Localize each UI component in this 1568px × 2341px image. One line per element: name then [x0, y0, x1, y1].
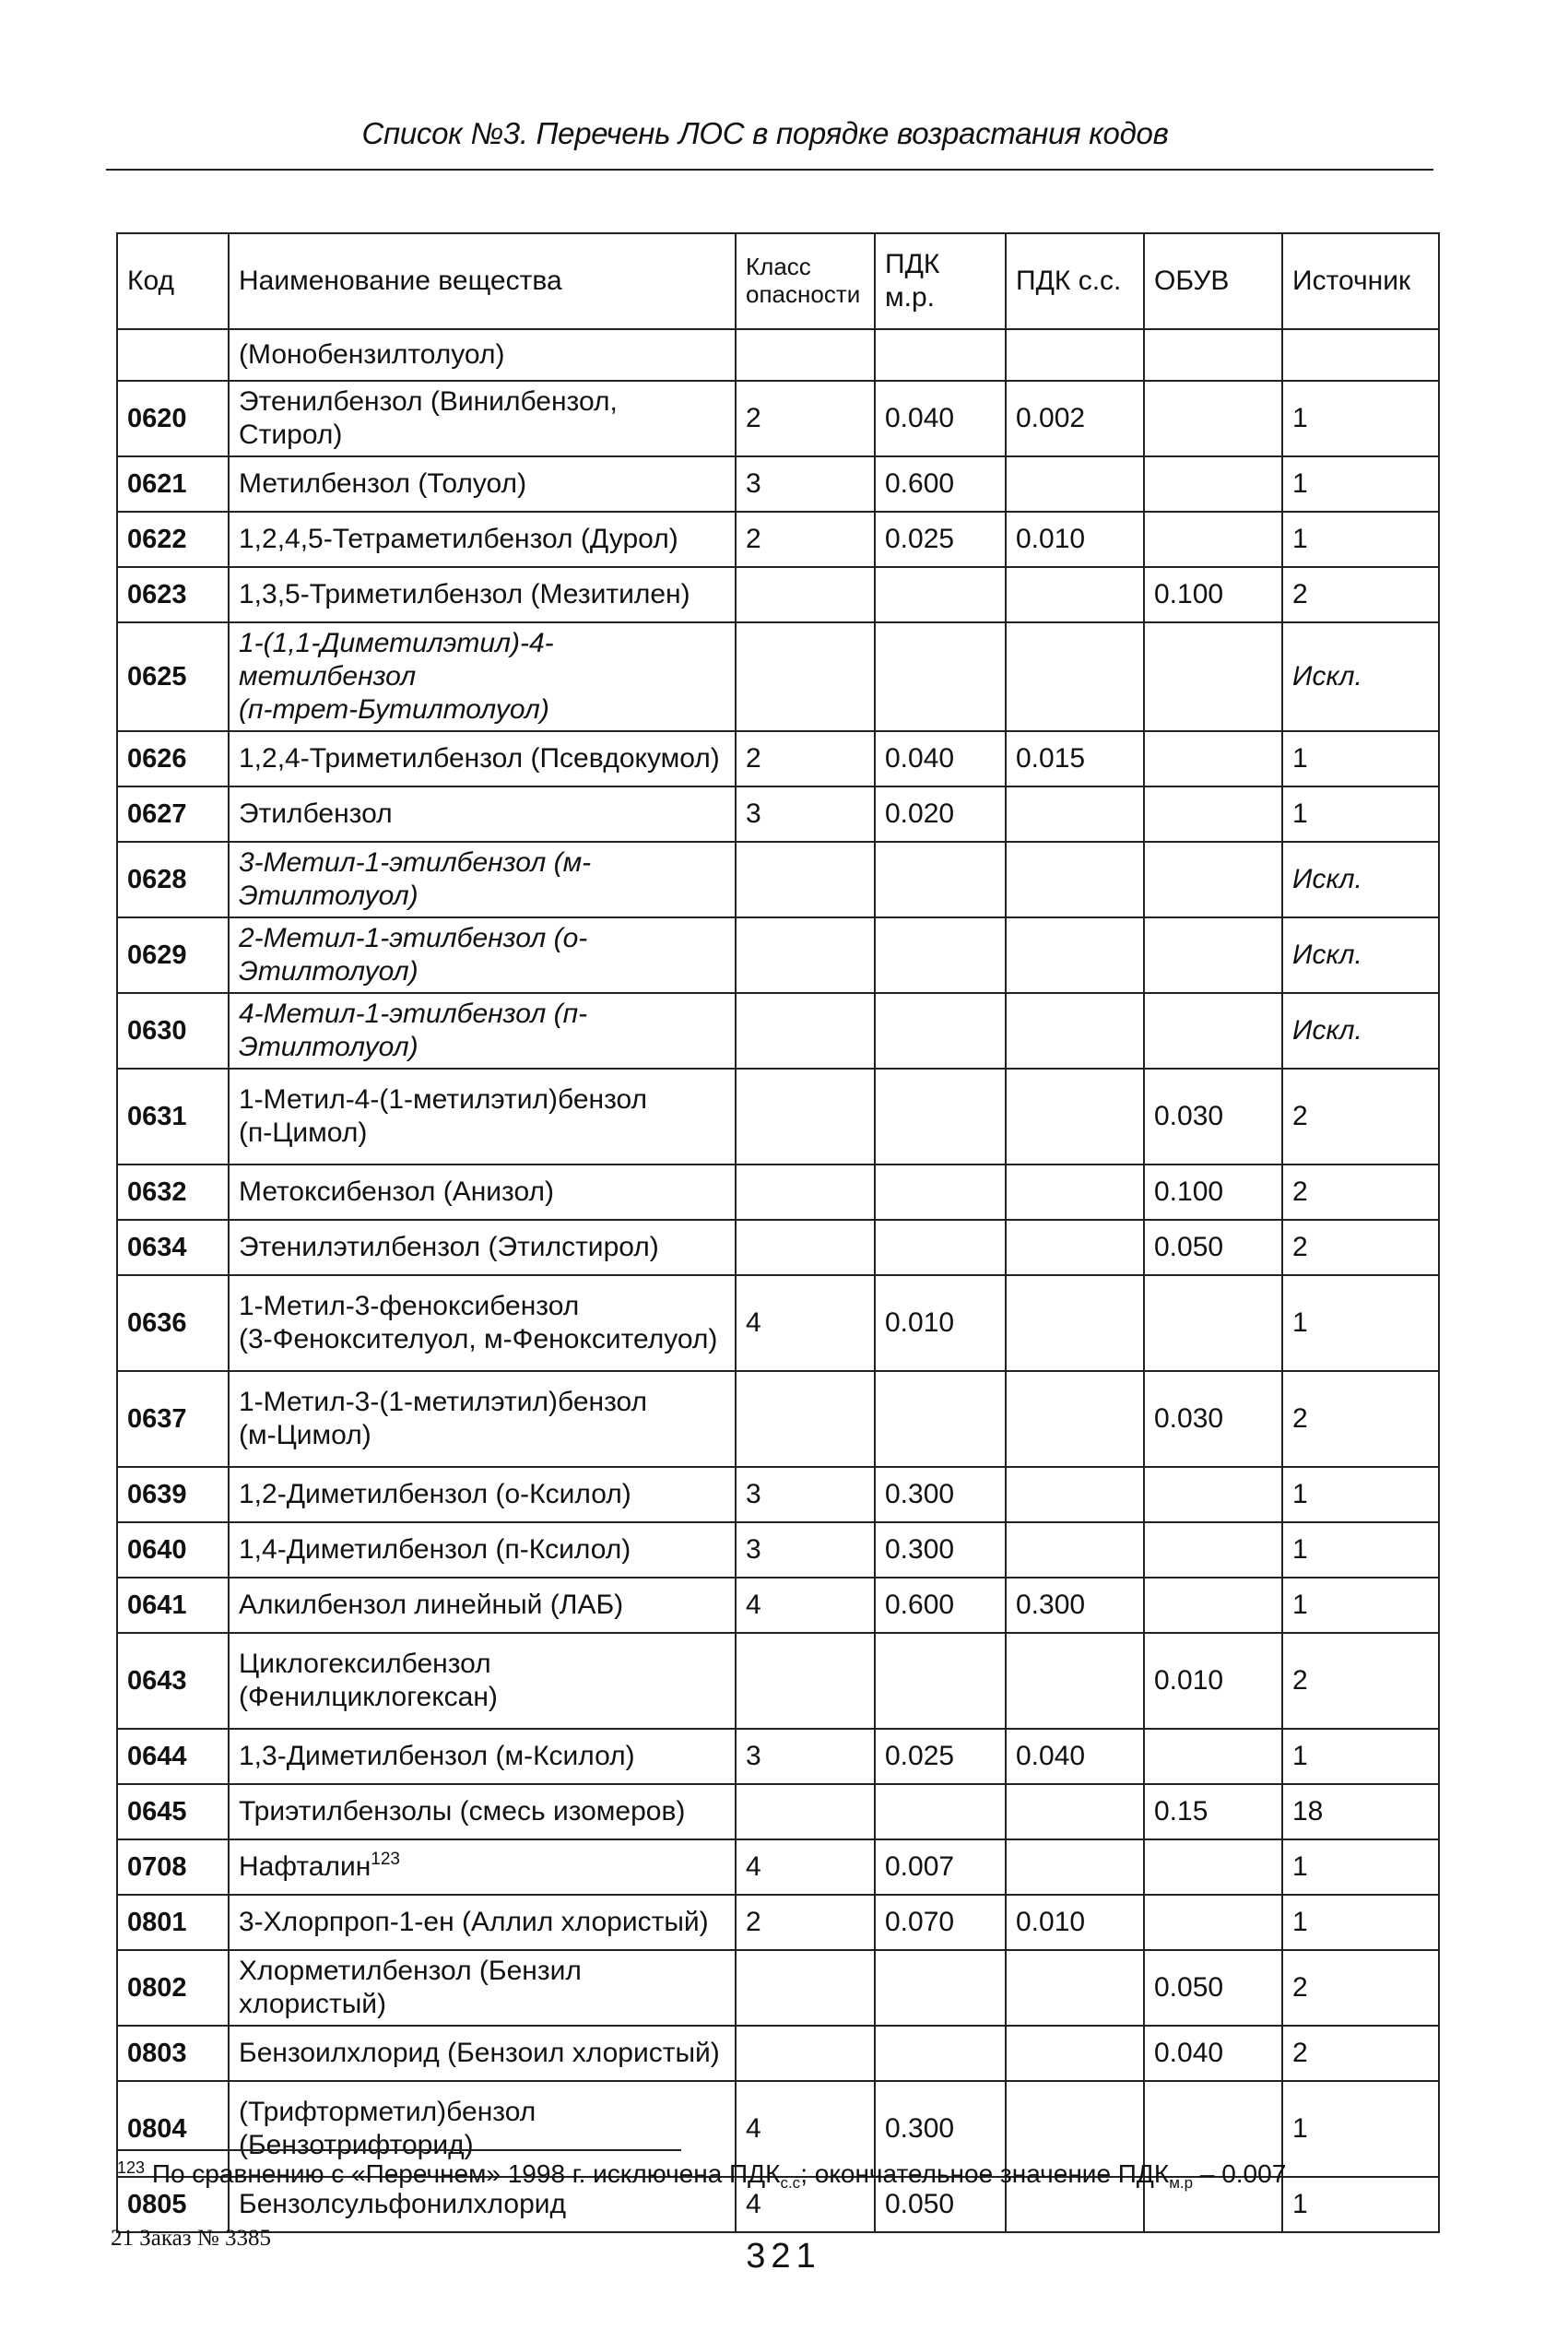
footnote-text-after: – 0.007: [1193, 2159, 1287, 2188]
cell-pdk-mr: [875, 1165, 1006, 1220]
cell-pdk-mr: 0.025: [875, 1729, 1006, 1784]
cell-name: Алкилбензол линейный (ЛАБ): [229, 1578, 736, 1633]
cell-obuv: 0.100: [1144, 567, 1282, 622]
cell-pdk-mr: 0.070: [875, 1895, 1006, 1950]
cell-pdk-ss: 0.015: [1006, 731, 1144, 786]
cell-name-line2: (п-Цимол): [239, 1117, 368, 1148]
cell-code: 0623: [117, 567, 229, 622]
cell-pdk-mr: [875, 1371, 1006, 1467]
page-number: 321: [746, 2237, 821, 2276]
cell-pdk-mr: 0.600: [875, 456, 1006, 512]
cell-obuv: [1144, 1729, 1282, 1784]
cell-pdk-ss: [1006, 622, 1144, 731]
cell-hazard: [736, 1784, 875, 1839]
cell-pdk-ss: [1006, 1784, 1144, 1839]
table-row: [117, 1729, 1439, 1784]
cell-source: 1: [1282, 1467, 1439, 1522]
column-header-obuv: ОБУВ: [1144, 233, 1282, 329]
cell-source: 1: [1282, 1839, 1439, 1895]
cell-name: [229, 1371, 736, 1467]
cell-pdk-ss: [1006, 1950, 1144, 2026]
cell-source: [1282, 329, 1439, 381]
cell-source: 18: [1282, 1784, 1439, 1839]
table-row: [117, 1784, 1439, 1839]
cell-pdk-mr: [875, 842, 1006, 917]
table-row: [117, 1522, 1439, 1578]
cell-obuv: [1144, 1275, 1282, 1371]
cell-obuv: 0.15: [1144, 1784, 1282, 1839]
cell-code: 0803: [117, 2026, 229, 2081]
cell-code: 0630: [117, 993, 229, 1069]
cell-source: 1: [1282, 381, 1439, 456]
cell-pdk-ss: [1006, 567, 1144, 622]
cell-pdk-ss: [1006, 329, 1144, 381]
cell-name: 2-Метил-1-этилбензол (о-Этилтолуол): [229, 917, 736, 993]
cell-pdk-ss: [1006, 1839, 1144, 1895]
cell-code: [117, 329, 229, 381]
table-row: [117, 993, 1439, 1069]
cell-pdk-mr: [875, 1784, 1006, 1839]
cell-obuv: [1144, 381, 1282, 456]
cell-code: 0639: [117, 1467, 229, 1522]
cell-source: 1: [1282, 1275, 1439, 1371]
cell-obuv: [1144, 1522, 1282, 1578]
cell-name: Этенилбензол (Винилбензол, Стирол): [229, 381, 736, 456]
cell-name: 1,4-Диметилбензол (п-Ксилол): [229, 1522, 736, 1578]
cell-name: 1,2,4,5-Тетраметилбензол (Дурол): [229, 512, 736, 567]
cell-pdk-ss: [1006, 1522, 1144, 1578]
cell-pdk-ss: 0.300: [1006, 1578, 1144, 1633]
cell-hazard: 3: [736, 1467, 875, 1522]
column-header-hazard-class: Класс опасности: [736, 233, 875, 329]
cell-source: 2: [1282, 1950, 1439, 2026]
cell-pdk-ss: [1006, 1069, 1144, 1165]
cell-obuv: [1144, 329, 1282, 381]
cell-obuv: [1144, 512, 1282, 567]
cell-pdk-ss: [1006, 917, 1144, 993]
cell-obuv: 0.050: [1144, 1220, 1282, 1275]
cell-code: 0621: [117, 456, 229, 512]
cell-source: 2: [1282, 1069, 1439, 1165]
cell-pdk-ss: [1006, 1165, 1144, 1220]
cell-pdk-mr: [875, 622, 1006, 731]
substances-table: [116, 232, 1440, 2233]
cell-hazard: [736, 1371, 875, 1467]
cell-pdk-ss: [1006, 1633, 1144, 1729]
cell-obuv: 0.100: [1144, 1165, 1282, 1220]
cell-hazard: 4: [736, 2081, 875, 2177]
cell-code: 0801: [117, 1895, 229, 1950]
table-row: [117, 1633, 1439, 1729]
table-row: [117, 1371, 1439, 1467]
cell-obuv: 0.010: [1144, 1633, 1282, 1729]
cell-pdk-ss: 0.040: [1006, 1729, 1144, 1784]
cell-hazard: 4: [736, 1578, 875, 1633]
footnote-ref: 123: [371, 1850, 400, 1869]
cell-name: Бензоилхлорид (Бензоил хлористый): [229, 2026, 736, 2081]
cell-obuv: [1144, 1578, 1282, 1633]
cell-name: [229, 1069, 736, 1165]
cell-code: 0625: [117, 622, 229, 731]
cell-code: 0802: [117, 1950, 229, 2026]
print-order: 21 Заказ № 3385: [111, 2226, 271, 2251]
cell-pdk-ss: [1006, 1220, 1144, 1275]
cell-name-line2: (м-Цимол): [239, 1420, 371, 1450]
cell-pdk-ss: [1006, 456, 1144, 512]
cell-pdk-mr: [875, 1220, 1006, 1275]
cell-pdk-mr: [875, 329, 1006, 381]
cell-hazard: 3: [736, 786, 875, 842]
table-row: [117, 1275, 1439, 1371]
cell-code: 0645: [117, 1784, 229, 1839]
cell-hazard: [736, 917, 875, 993]
column-header-pdk-ss: ПДК с.с.: [1006, 233, 1144, 329]
cell-pdk-ss: [1006, 993, 1144, 1069]
cell-name: [229, 622, 736, 731]
cell-code: 0622: [117, 512, 229, 567]
cell-obuv: 0.030: [1144, 1069, 1282, 1165]
cell-name-line2: (3-Феноксителуол, м-Феноксителуол): [239, 1324, 718, 1354]
cell-name: Метилбензол (Толуол): [229, 456, 736, 512]
cell-pdk-mr: [875, 917, 1006, 993]
cell-source: 1: [1282, 512, 1439, 567]
cell-name-line2: (Бензотрифторид): [239, 2130, 474, 2160]
cell-name: Метоксибензол (Анизол): [229, 1165, 736, 1220]
cell-code: 0620: [117, 381, 229, 456]
cell-source: Искл.: [1282, 993, 1439, 1069]
cell-hazard: 3: [736, 1522, 875, 1578]
cell-source: 1: [1282, 456, 1439, 512]
cell-hazard: 2: [736, 731, 875, 786]
cell-obuv: [1144, 622, 1282, 731]
cell-pdk-mr: 0.050: [875, 2177, 1006, 2232]
cell-code: 0627: [117, 786, 229, 842]
cell-code: 0708: [117, 1839, 229, 1895]
cell-code: 0628: [117, 842, 229, 917]
cell-source: 2: [1282, 1633, 1439, 1729]
cell-hazard: 3: [736, 456, 875, 512]
cell-name: 1,3,5-Триметилбензол (Мезитилен): [229, 567, 736, 622]
cell-pdk-mr: 0.300: [875, 1522, 1006, 1578]
cell-name: 4-Метил-1-этилбензол (п-Этилтолуол): [229, 993, 736, 1069]
cell-obuv: [1144, 842, 1282, 917]
cell-pdk-mr: [875, 993, 1006, 1069]
cell-hazard: [736, 622, 875, 731]
cell-source: 1: [1282, 731, 1439, 786]
table-row: [117, 1950, 1439, 2026]
cell-pdk-mr: [875, 2026, 1006, 2081]
cell-source: 1: [1282, 1578, 1439, 1633]
cell-code: 0641: [117, 1578, 229, 1633]
cell-source: 1: [1282, 1522, 1439, 1578]
table-row: [117, 329, 1439, 381]
cell-hazard: [736, 1165, 875, 1220]
table-row: [117, 622, 1439, 731]
cell-obuv: [1144, 731, 1282, 786]
cell-code: 0634: [117, 1220, 229, 1275]
footnote-sub-mr: м.р: [1169, 2174, 1194, 2192]
cell-hazard: [736, 993, 875, 1069]
cell-hazard: [736, 329, 875, 381]
table-row: [117, 917, 1439, 993]
table-row: [117, 567, 1439, 622]
cell-source: Искл.: [1282, 622, 1439, 731]
cell-name-line2: (п-трет-Бутилтолуол): [239, 694, 549, 725]
footnote-number: 123: [117, 2158, 146, 2177]
table-row: [117, 1839, 1439, 1895]
cell-hazard: [736, 1220, 875, 1275]
column-header-name: Наименование вещества: [229, 233, 736, 329]
cell-hazard: [736, 842, 875, 917]
cell-name: Триэтилбензолы (смесь изомеров): [229, 1784, 736, 1839]
cell-code: 0636: [117, 1275, 229, 1371]
cell-hazard: 4: [736, 1275, 875, 1371]
table-row: [117, 786, 1439, 842]
cell-source: 1: [1282, 2177, 1439, 2232]
cell-code: 0643: [117, 1633, 229, 1729]
cell-source: 1: [1282, 2081, 1439, 2177]
cell-name: [229, 1275, 736, 1371]
header-divider: [106, 169, 1433, 171]
cell-source: 2: [1282, 1371, 1439, 1467]
cell-hazard: [736, 567, 875, 622]
cell-pdk-mr: [875, 1069, 1006, 1165]
table-row: [117, 1895, 1439, 1950]
cell-source: 2: [1282, 2026, 1439, 2081]
cell-obuv: [1144, 1839, 1282, 1895]
footnote-sub-ss: с.с: [780, 2174, 801, 2192]
table-row: [117, 512, 1439, 567]
table-row: [117, 1220, 1439, 1275]
cell-source: Искл.: [1282, 842, 1439, 917]
cell-code: 0805: [117, 2177, 229, 2232]
cell-pdk-ss: [1006, 786, 1144, 842]
cell-hazard: 2: [736, 381, 875, 456]
cell-name: 3-Хлорпроп-1-ен (Аллил хлористый): [229, 1895, 736, 1950]
cell-name: 1,2,4-Триметилбензол (Псевдокумол): [229, 731, 736, 786]
table-row: [117, 381, 1439, 456]
table-header-row: [117, 233, 1439, 329]
table-row: [117, 1467, 1439, 1522]
cell-pdk-mr: 0.040: [875, 381, 1006, 456]
cell-source: 2: [1282, 1220, 1439, 1275]
cell-code: 0637: [117, 1371, 229, 1467]
table-row: [117, 2026, 1439, 2081]
cell-pdk-mr: 0.010: [875, 1275, 1006, 1371]
cell-name: [229, 1633, 736, 1729]
cell-name: Хлорметилбензол (Бензил хлористый): [229, 1950, 736, 2026]
cell-obuv: [1144, 993, 1282, 1069]
cell-name-line1: 1-(1,1-Диметилэтил)-4-метилбензол: [239, 628, 554, 692]
cell-pdk-ss: [1006, 1275, 1144, 1371]
table-row: [117, 1578, 1439, 1633]
footnote: [117, 2158, 1426, 2192]
cell-name: 1,2-Диметилбензол (о-Ксилол): [229, 1467, 736, 1522]
footnote-text-middle: ; окончательное значение ПДК: [800, 2159, 1170, 2188]
cell-source: 1: [1282, 1729, 1439, 1784]
cell-name-line1: (Трифторметил)бензол: [239, 2097, 536, 2127]
cell-code: 0631: [117, 1069, 229, 1165]
cell-hazard: [736, 1633, 875, 1729]
cell-name: 3-Метил-1-этилбензол (м-Этилтолуол): [229, 842, 736, 917]
cell-obuv: 0.040: [1144, 2026, 1282, 2081]
cell-obuv: [1144, 456, 1282, 512]
cell-name-line1: 1-Метил-4-(1-метилэтил)бензол: [239, 1084, 648, 1115]
cell-pdk-ss: [1006, 1371, 1144, 1467]
cell-name: [229, 1839, 736, 1895]
cell-obuv: [1144, 786, 1282, 842]
table-row: [117, 842, 1439, 917]
cell-pdk-ss: 0.002: [1006, 381, 1144, 456]
cell-obuv: [1144, 917, 1282, 993]
cell-pdk-mr: 0.007: [875, 1839, 1006, 1895]
cell-name: (Монобензилтолуол): [229, 329, 736, 381]
cell-code: 0632: [117, 1165, 229, 1220]
cell-pdk-mr: [875, 1950, 1006, 2026]
cell-pdk-ss: 0.010: [1006, 1895, 1144, 1950]
cell-code: 0640: [117, 1522, 229, 1578]
cell-pdk-mr: 0.020: [875, 786, 1006, 842]
cell-name: Бензолсульфонилхлорид: [229, 2177, 736, 2232]
cell-pdk-mr: 0.300: [875, 2081, 1006, 2177]
cell-name-line1: 1-Метил-3-феноксибензол: [239, 1291, 580, 1321]
cell-hazard: [736, 2026, 875, 2081]
cell-obuv: [1144, 1895, 1282, 1950]
column-header-pdk-mr: ПДК м.р.: [875, 233, 1006, 329]
cell-code: 0629: [117, 917, 229, 993]
cell-code: 0626: [117, 731, 229, 786]
cell-source: 2: [1282, 567, 1439, 622]
cell-name-text: Нафталин: [239, 1851, 371, 1882]
cell-hazard: 2: [736, 1895, 875, 1950]
table-row: [117, 1069, 1439, 1165]
cell-name: 1,3-Диметилбензол (м-Ксилол): [229, 1729, 736, 1784]
cell-pdk-ss: 0.010: [1006, 512, 1144, 567]
cell-pdk-mr: 0.025: [875, 512, 1006, 567]
cell-source: 1: [1282, 786, 1439, 842]
cell-name-line1: 1-Метил-3-(1-метилэтил)бензол: [239, 1387, 648, 1417]
footnote-divider: [117, 2149, 681, 2151]
cell-pdk-ss: [1006, 2026, 1144, 2081]
cell-name-line1: Циклогексилбензол: [239, 1649, 491, 1679]
cell-name-line2: (Фенилциклогексан): [239, 1682, 498, 1712]
cell-pdk-mr: [875, 567, 1006, 622]
cell-source: 1: [1282, 1895, 1439, 1950]
column-header-source: Источник: [1282, 233, 1439, 329]
cell-hazard: 4: [736, 1839, 875, 1895]
cell-name: Этенилэтилбензол (Этилстирол): [229, 1220, 736, 1275]
cell-pdk-mr: 0.300: [875, 1467, 1006, 1522]
cell-pdk-mr: 0.600: [875, 1578, 1006, 1633]
footnote-text-before: По сравнению с «Перечнем» 1998 г. исключена ПДК: [151, 2159, 781, 2188]
cell-hazard: 4: [736, 2177, 875, 2232]
cell-pdk-ss: [1006, 1467, 1144, 1522]
cell-code: 0644: [117, 1729, 229, 1784]
table-row: [117, 731, 1439, 786]
cell-pdk-ss: [1006, 842, 1144, 917]
cell-obuv: 0.050: [1144, 1950, 1282, 2026]
column-header-code: Код: [117, 233, 229, 329]
cell-source: 2: [1282, 1165, 1439, 1220]
table-row: [117, 456, 1439, 512]
cell-code: 0804: [117, 2081, 229, 2177]
cell-obuv: [1144, 1467, 1282, 1522]
cell-source: Искл.: [1282, 917, 1439, 993]
cell-hazard: [736, 1950, 875, 2026]
table-row: [117, 1165, 1439, 1220]
cell-hazard: [736, 1069, 875, 1165]
cell-pdk-mr: 0.040: [875, 731, 1006, 786]
cell-name: Этилбензол: [229, 786, 736, 842]
cell-obuv: 0.030: [1144, 1371, 1282, 1467]
cell-hazard: 2: [736, 512, 875, 567]
page-title: Список №3. Перечень ЛОС в порядке возрастания кодов: [361, 116, 1169, 150]
cell-hazard: 3: [736, 1729, 875, 1784]
cell-pdk-mr: [875, 1633, 1006, 1729]
